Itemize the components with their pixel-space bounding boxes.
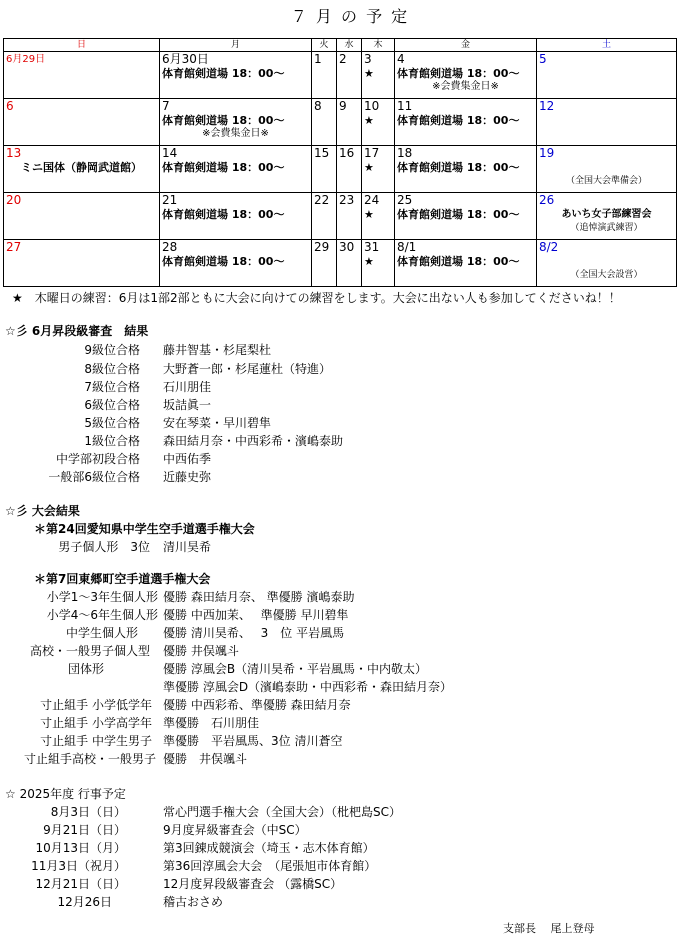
day-number: 6: [6, 99, 14, 113]
day-number: 9: [339, 99, 347, 113]
event-text: 体育館剣道場 18：00～: [397, 67, 520, 80]
grade-names: 藤井智基・杉尾梨杜: [163, 343, 272, 357]
schedule-event: 9月度昇級審査会（中SC）: [163, 823, 307, 837]
day-cell: [362, 146, 395, 193]
day-cell: [537, 52, 677, 99]
day-cell: [537, 193, 677, 240]
day-number: 8/1: [397, 240, 417, 254]
day-number: 31: [364, 240, 380, 254]
schedule-event: 第36回淳風会大会 （尾張旭市体育館）: [163, 859, 377, 873]
day-number: 27: [6, 240, 22, 254]
star-icon: ★: [364, 114, 374, 127]
result-value: 準優勝 平岩風馬、3位 清川蒼空: [163, 734, 343, 748]
day-number: 6月30日: [162, 52, 209, 66]
day-number: 2: [339, 52, 347, 66]
calendar-week: [4, 240, 677, 287]
day-number: 14: [162, 146, 178, 160]
event-text: 体育館剣道場 18：00～: [162, 67, 285, 80]
day-number: 17: [364, 146, 380, 160]
grade-label: 7級位合格: [84, 380, 140, 394]
header-sunday: 日: [4, 39, 160, 52]
day-number: 12: [539, 99, 555, 113]
day-number: 30: [339, 240, 355, 254]
grade-names: 中西佑季: [163, 452, 212, 466]
event-text: あいち女子部練習会: [561, 209, 652, 220]
day-number: 6月29日: [6, 54, 46, 65]
day-cell: [337, 99, 362, 146]
day-cell: [537, 146, 677, 193]
header-saturday: 土: [537, 39, 677, 52]
schedule-date: 12月21日（日）: [35, 877, 126, 891]
event-note: （全国大会設営）: [570, 270, 643, 280]
grade-names: 安在琴菜・早川碧隼: [163, 416, 272, 430]
calendar-week: [4, 193, 677, 240]
day-cell: [160, 99, 312, 146]
grade-names: 石川朋佳: [163, 380, 212, 394]
thursday-footnote: ★ 木曜日の練習：6月は1部2部ともに大会に向けての練習をします。大会に出ない人も参加してくださいね！！: [12, 291, 621, 305]
event-text: 体育館剣道場 18：00～: [397, 161, 520, 174]
tournament-heading: ☆彡 大会結果: [5, 504, 80, 518]
day-cell: [395, 240, 537, 287]
result-value: 優勝 淳風会B（清川昊希・平岩風馬・中内敬太）: [163, 662, 428, 676]
day-number: 11: [397, 99, 413, 113]
day-number: 7: [162, 99, 170, 113]
event-note: ※会費集金日※: [202, 128, 269, 139]
day-cell: [160, 193, 312, 240]
calendar-header-row: [4, 39, 677, 52]
calendar-week: [4, 52, 677, 99]
day-cell: [312, 99, 337, 146]
star-icon: ★: [364, 67, 374, 80]
result-label: 寸止組手 小学高学年: [40, 716, 152, 730]
day-cell: [160, 240, 312, 287]
day-number: 18: [397, 146, 413, 160]
schedule-event: 第3回錬成競演会（埼玉・志木体育館）: [163, 841, 375, 855]
day-cell: [337, 193, 362, 240]
day-number: 4: [397, 52, 405, 66]
day-cell: [4, 193, 160, 240]
day-number: 8/2: [539, 240, 559, 254]
day-number: 21: [162, 193, 178, 207]
schedule-date: 8月3日（日）: [50, 805, 126, 819]
day-number: 22: [314, 193, 330, 207]
result-label: 男子個人形 3位: [58, 540, 150, 554]
grade-names: 森田結月奈・中西彩希・濱嶋泰助: [163, 434, 344, 448]
day-cell: [4, 52, 160, 99]
grade-label: 5級位合格: [84, 416, 140, 430]
result-label: 寸止組手 小学低学年: [40, 698, 152, 712]
day-number: 25: [397, 193, 413, 207]
result-value: 優勝 井俣颯斗: [163, 644, 239, 658]
calendar-table: [3, 38, 677, 287]
grade-label: 8級位合格: [84, 362, 140, 376]
day-cell: [4, 99, 160, 146]
grade-names: 坂詰眞一: [163, 398, 212, 412]
day-cell: [362, 240, 395, 287]
result-value: 準優勝 石川朋佳: [163, 716, 260, 730]
calendar-week: [4, 146, 677, 193]
day-number: 26: [539, 193, 555, 207]
header-tuesday: 火: [312, 39, 337, 52]
schedule-date: 9月21日（日）: [43, 823, 126, 837]
day-cell: [312, 240, 337, 287]
schedule-date: 10月13日（月）: [35, 841, 126, 855]
day-cell: [312, 193, 337, 240]
day-cell: [395, 52, 537, 99]
day-number: 23: [339, 193, 355, 207]
result-label: 寸止組手 中学生男子: [40, 734, 152, 748]
result-value: 準優勝 淳風会D（濱嶋泰助・中西彩希・森田結月奈）: [163, 680, 453, 694]
schedule-heading: ☆ 2025年度 行事予定: [5, 787, 126, 801]
day-cell: [337, 146, 362, 193]
event-text: 体育館剣道場 18：00～: [397, 255, 520, 268]
schedule-event: 12月度昇段級審査会 （露橋SC）: [163, 877, 343, 891]
calendar-week: [4, 99, 677, 146]
tournament-name: ＊第7回東郷町空手道選手権大会: [34, 572, 211, 586]
day-number: 1: [314, 52, 322, 66]
day-cell: [395, 146, 537, 193]
result-value: 優勝 中西彩希、準優勝 森田結月奈: [163, 698, 351, 712]
result-value: 清川昊希: [163, 540, 212, 554]
grade-label: 9級位合格: [84, 343, 140, 357]
day-number: 19: [539, 146, 555, 160]
signature: 支部長 尾上登母: [503, 922, 595, 935]
day-number: 29: [314, 240, 330, 254]
result-label: 小学1～3年生個人形: [46, 590, 158, 604]
star-icon: ★: [364, 255, 374, 268]
grading-heading: ☆彡 6月昇段級審査 結果: [5, 324, 149, 338]
schedule-event: 稽古おさめ: [163, 895, 224, 909]
grade-label: 中学部初段合格: [55, 452, 140, 466]
day-cell: [362, 99, 395, 146]
header-friday: 金: [395, 39, 537, 52]
header-thursday: 木: [362, 39, 395, 52]
result-label: 寸止組手高校・一般男子: [23, 752, 156, 766]
day-cell: [537, 240, 677, 287]
schedule-date: 11月3日（祝月）: [31, 859, 126, 873]
grade-label: 6級位合格: [84, 398, 140, 412]
day-cell: [337, 240, 362, 287]
result-label: 団体形: [67, 662, 104, 676]
event-note: （追悼演武練習）: [570, 223, 643, 233]
event-text: 体育館剣道場 18：00～: [162, 208, 285, 221]
day-number: 24: [364, 193, 380, 207]
day-number: 15: [314, 146, 330, 160]
result-value: 優勝 森田結月奈、 準優勝 濱嶋泰助: [163, 590, 355, 604]
event-text: 体育館剣道場 18：00～: [162, 161, 285, 174]
schedule-date: 12月26日: [57, 895, 112, 909]
schedule-event: 常心門選手権大会（全国大会）（枇杷島SC）: [163, 805, 401, 819]
page-title: ７ 月 の 予 定: [290, 7, 410, 26]
day-number: 8: [314, 99, 322, 113]
event-text: 体育館剣道場 18：00～: [397, 114, 520, 127]
day-number: 10: [364, 99, 380, 113]
result-label: 中学生個人形: [65, 626, 138, 640]
day-cell: [4, 146, 160, 193]
result-value: 優勝 清川昊希、 3 位 平岩風馬: [163, 626, 345, 640]
day-cell: [362, 52, 395, 99]
day-number: 5: [539, 52, 547, 66]
event-note: ※会費集金日※: [432, 81, 499, 92]
event-text: 体育館剣道場 18：00～: [162, 114, 285, 127]
day-cell: [312, 146, 337, 193]
result-label: 高校・一般男子個人型: [29, 644, 150, 658]
star-icon: ★: [364, 208, 374, 221]
grade-label: 1級位合格: [84, 434, 140, 448]
day-number: 13: [6, 146, 22, 160]
day-cell: [395, 99, 537, 146]
day-cell: [337, 52, 362, 99]
grade-label: 一般部6級位合格: [48, 470, 140, 484]
grade-names: 大野蒼一郎・杉尾蓮杜（特進）: [163, 362, 332, 376]
event-text: 体育館剣道場 18：00～: [162, 255, 285, 268]
day-number: 16: [339, 146, 355, 160]
star-icon: ★: [364, 161, 374, 174]
grade-names: 近藤史弥: [163, 470, 212, 484]
day-cell: [362, 193, 395, 240]
header-monday: 月: [160, 39, 312, 52]
header-wednesday: 水: [337, 39, 362, 52]
event-text: 体育館剣道場 18：00～: [397, 208, 520, 221]
day-cell: [537, 99, 677, 146]
day-number: 20: [6, 193, 22, 207]
result-label: 小学4～6年生個人形: [46, 608, 158, 622]
day-cell: [160, 52, 312, 99]
day-cell: [395, 193, 537, 240]
day-number: 3: [364, 52, 372, 66]
result-value: 優勝 井俣颯斗: [163, 752, 248, 766]
day-cell: [160, 146, 312, 193]
event-text: ミニ国体（静岡武道館）: [21, 161, 142, 174]
tournament-name: ＊第24回愛知県中学生空手道選手権大会: [34, 522, 255, 536]
day-cell: [4, 240, 160, 287]
event-note: （全国大会準備会）: [565, 176, 647, 186]
result-value: 優勝 中西加茉、 準優勝 早川碧隼: [163, 608, 349, 622]
day-number: 28: [162, 240, 178, 254]
day-cell: [312, 52, 337, 99]
